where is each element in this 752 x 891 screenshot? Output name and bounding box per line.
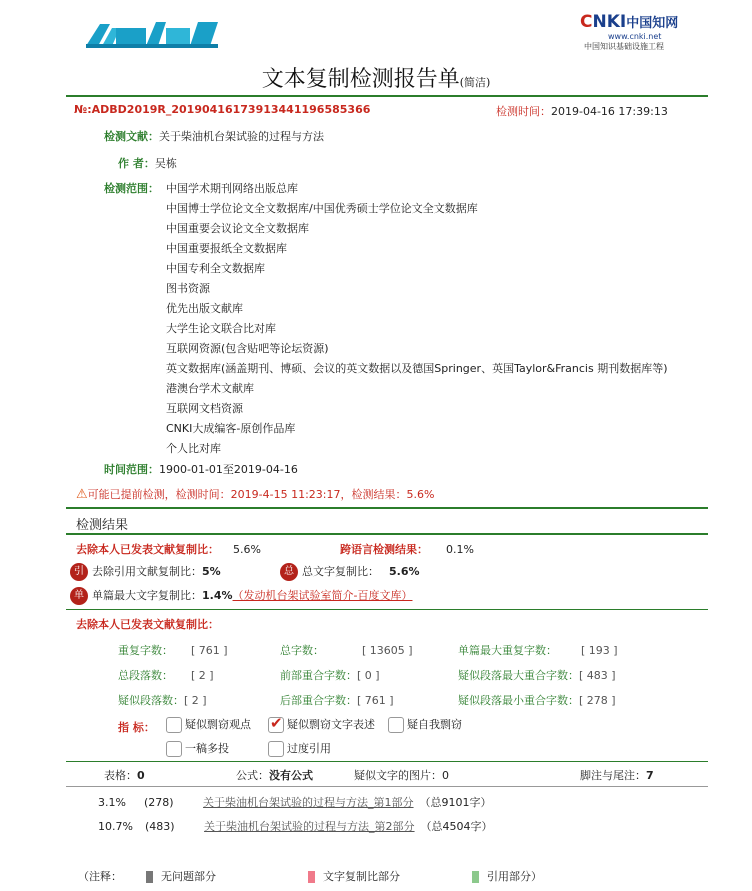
scope-item: 大学生论文联合比对库 bbox=[166, 322, 276, 335]
scope-item: 图书资源 bbox=[166, 282, 210, 295]
indicator-2[interactable]: 疑自我剽窃 bbox=[388, 716, 462, 733]
self-excluded-heading: 去除本人已发表文献复制比： bbox=[76, 618, 219, 631]
scope-item: 个人比对库 bbox=[166, 442, 221, 455]
legend-item-copy: 文字复制比部分 bbox=[308, 868, 400, 884]
stat-total: 总字数： [ 13605 ] bbox=[280, 644, 413, 657]
stat-para: 总段落数： [ 2 ] bbox=[118, 669, 214, 682]
cnki-site: www.cnki.net bbox=[608, 32, 662, 41]
stat-suspmax: 疑似段落最大重合字数：[ 483 ] bbox=[458, 669, 616, 682]
checkbox-icon bbox=[388, 717, 404, 733]
amlc-logo bbox=[86, 18, 218, 48]
self-excluded-ratio: 去除本人已发表文献复制比： 5.6% bbox=[76, 543, 261, 556]
legend-gray-swatch bbox=[146, 871, 153, 883]
checkbox-checked-icon bbox=[268, 717, 284, 733]
doc-author-row: 作 者：吴栋 bbox=[118, 157, 177, 170]
results-divider-2 bbox=[66, 609, 708, 610]
section-divider bbox=[66, 507, 708, 509]
stat-back: 后部重合字数：[ 761 ] bbox=[280, 694, 394, 707]
legend-item-ok: 无问题部分 bbox=[146, 868, 216, 884]
checkbox-icon bbox=[268, 741, 284, 757]
title-suffix: (简洁) bbox=[459, 76, 491, 89]
scope-label: 检测范围： bbox=[104, 182, 159, 195]
summary-tables: 表格：0 bbox=[104, 769, 145, 782]
scope-item: 优先出版文献库 bbox=[166, 302, 243, 315]
summary-footnotes: 脚注与尾注：7 bbox=[580, 769, 654, 782]
stat-maxdup: 单篇最大重复字数： [ 193 ] bbox=[458, 644, 618, 657]
legend-note: （注释： bbox=[78, 870, 122, 883]
single-max-ratio: 单 单篇最大文字复制比：1.4%（发动机台架试验室简介-百度文库） bbox=[70, 587, 412, 605]
time-range-row: 时间范围：1900-01-01至2019-04-16 bbox=[104, 463, 298, 476]
part-row: 10.7% (483) 关于柴油机台架试验的过程与方法_第2部分 （总4504字） bbox=[98, 820, 493, 833]
scope-item: CNKI大成编客-原创作品库 bbox=[166, 422, 296, 435]
indicator-1[interactable]: ✔ 疑似剽窃文字表述 bbox=[268, 716, 375, 733]
part-link[interactable]: 关于柴油机台架试验的过程与方法_第1部分 bbox=[203, 796, 414, 809]
indicators-label: 指 标： bbox=[118, 721, 155, 734]
doc-title-row: 检测文献：关于柴油机台架试验的过程与方法 bbox=[104, 130, 324, 143]
scope-item: 互联网文档资源 bbox=[166, 402, 243, 415]
early-check-warning: ⚠可能已提前检测，检测时间：2019-4-15 11:23:17，检测结果：5.6% bbox=[76, 487, 435, 502]
single-source-link[interactable]: （发动机台架试验室简介-百度文库） bbox=[232, 589, 413, 602]
legend-pink-swatch bbox=[308, 871, 315, 883]
title-divider bbox=[66, 95, 708, 97]
summary-formulas: 公式：没有公式 bbox=[236, 769, 313, 782]
scope-item: 中国重要报纸全文数据库 bbox=[166, 242, 287, 255]
report-number: №:ADBD2019R_20190416173913441196585366 bbox=[74, 103, 371, 116]
single-icon: 单 bbox=[70, 587, 88, 605]
stat-dup: 重复字数： [ 761 ] bbox=[118, 644, 228, 657]
stat-suspmin: 疑似段落最小重合字数：[ 278 ] bbox=[458, 694, 616, 707]
stat-susp: 疑似段落数：[ 2 ] bbox=[118, 694, 207, 707]
indicator-3[interactable]: 一稿多投 bbox=[166, 740, 229, 757]
scope-item: 中国重要会议论文全文数据库 bbox=[166, 222, 309, 235]
scope-item: 中国专利全文数据库 bbox=[166, 262, 265, 275]
total-copy-ratio: 总 总文字复制比： 5.6% bbox=[280, 563, 420, 581]
part-link[interactable]: 关于柴油机台架试验的过程与方法_第2部分 bbox=[204, 820, 415, 833]
summary-divider bbox=[66, 761, 708, 762]
legend-green-swatch bbox=[472, 871, 479, 883]
scope-item: 港澳台学术文献库 bbox=[166, 382, 254, 395]
cite-excluded-ratio: 引 去除引用文献复制比：5% bbox=[70, 563, 221, 581]
check-time: 检测时间：2019-04-16 17:39:13 bbox=[496, 105, 668, 118]
legend-item-cite: 引用部分） bbox=[472, 868, 542, 884]
report-title: 文本复制检测报告单(简洁) bbox=[261, 67, 491, 92]
results-divider bbox=[66, 533, 708, 535]
scope-item: 互联网资源(包含贴吧等论坛资源) bbox=[166, 342, 329, 355]
checkbox-icon bbox=[166, 717, 182, 733]
stat-front: 前部重合字数：[ 0 ] bbox=[280, 669, 380, 682]
total-icon: 总 bbox=[280, 563, 298, 581]
cnki-tagline: 中国知识基础设施工程 bbox=[584, 42, 664, 51]
part-row: 3.1% (278) 关于柴油机台架试验的过程与方法_第1部分 （总9101字） bbox=[98, 796, 492, 809]
scope-item: 中国学术期刊网络出版总库 bbox=[166, 182, 298, 195]
scope-item: 中国博士学位论文全文数据库/中国优秀硕士学位论文全文数据库 bbox=[166, 202, 478, 215]
cite-icon: 引 bbox=[70, 563, 88, 581]
warning-icon: ⚠ bbox=[76, 487, 88, 502]
checkbox-icon bbox=[166, 741, 182, 757]
indicator-4[interactable]: 过度引用 bbox=[268, 740, 331, 757]
indicator-0[interactable]: 疑似剽窃观点 bbox=[166, 716, 251, 733]
scope-item: 英文数据库(涵盖期刊、博硕、会议的英文数据以及德国Springer、英国Taylor&Francis 期刊数据库等) bbox=[166, 362, 668, 375]
results-heading: 检测结果 bbox=[76, 518, 129, 533]
summary-images: 疑似文字的图片：0 bbox=[354, 769, 449, 782]
parts-divider bbox=[66, 786, 708, 787]
cnki-logo: CNKI中国知网 www.cnki.net 中国知识基础设施工程 bbox=[580, 12, 690, 52]
cross-language-result: 跨语言检测结果： 0.1% bbox=[340, 543, 474, 556]
